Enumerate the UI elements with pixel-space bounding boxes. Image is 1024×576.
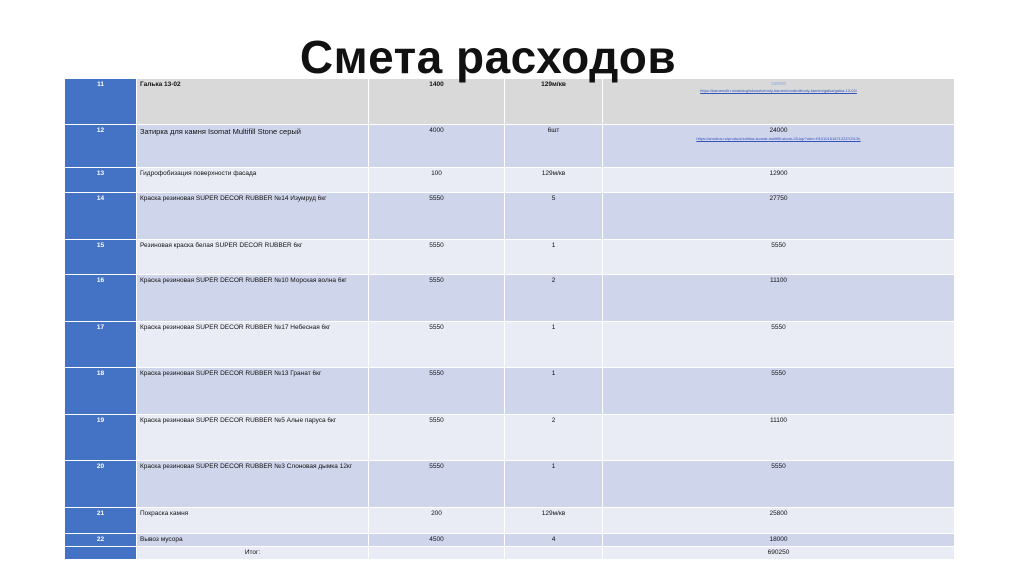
row-number: 13	[65, 168, 137, 193]
row-total: 180600	[770, 81, 787, 86]
row-name: Краска резиновая SUPER DECOR RUBBER №5 Алые паруса 6кг	[137, 415, 369, 461]
row-price: 5550	[369, 368, 505, 415]
row-total: 18000	[603, 534, 955, 547]
row-total: 25800	[603, 508, 955, 534]
row-total-cell	[603, 79, 955, 125]
row-total: 27750	[603, 193, 955, 240]
row-qty: 1	[505, 240, 603, 275]
row-price: 5550	[369, 240, 505, 275]
cost-table	[64, 78, 955, 560]
row-price: 100	[369, 168, 505, 193]
grand-total: 690250	[603, 547, 955, 560]
row-qty: 1	[505, 368, 603, 415]
row-total: 12900	[603, 168, 955, 193]
total-empty-cell	[369, 547, 505, 560]
row-number: 19	[65, 415, 137, 461]
row-qty: 2	[505, 415, 603, 461]
row-qty: 4	[505, 534, 603, 547]
row-number: 21	[65, 508, 137, 534]
row-number: 16	[65, 275, 137, 322]
row-number: 14	[65, 193, 137, 240]
row-number: 20	[65, 461, 137, 508]
slide-title: Смета расходов	[299, 31, 677, 83]
row-price: 1400	[369, 79, 505, 125]
row-price: 5550	[369, 461, 505, 508]
row-price: 4500	[369, 534, 505, 547]
row-total: 5550	[603, 322, 955, 368]
row-total: 5550	[603, 368, 955, 415]
row-number: 17	[65, 322, 137, 368]
row-name: Затирка для камня Isomat Multifill Stone серый	[137, 125, 369, 168]
total-row-number	[65, 547, 137, 560]
row-number: 12	[65, 125, 137, 168]
row-name: Краска резиновая SUPER DECOR RUBBER №3 Слоновая дымка 12кг	[137, 461, 369, 508]
row-qty: 1	[505, 322, 603, 368]
total-row	[65, 547, 955, 560]
row-total: 11100	[603, 275, 955, 322]
row-qty: 5	[505, 193, 603, 240]
total-label: Итог:	[137, 547, 369, 560]
row-name: Резиновая краска белая SUPER DECOR RUBBER 6кг	[137, 240, 369, 275]
table-row	[65, 508, 955, 534]
row-qty: 6шт	[505, 125, 603, 168]
row-qty: 129м/кв	[505, 79, 603, 125]
table-row	[65, 193, 955, 240]
cost-table-body	[65, 79, 955, 560]
row-number: 15	[65, 240, 137, 275]
table-row	[65, 79, 955, 125]
row-name: Краска резиновая SUPER DECOR RUBBER №10 Морская волна 6кг	[137, 275, 369, 322]
row-price: 5550	[369, 275, 505, 322]
row-price: 5550	[369, 415, 505, 461]
table-row	[65, 168, 955, 193]
row-total: 24000	[769, 127, 788, 134]
row-total: 5550	[603, 240, 955, 275]
table-row	[65, 322, 955, 368]
row-name: Вывоз мусора	[137, 534, 369, 547]
total-empty-cell	[505, 547, 603, 560]
row-qty: 129м/кв	[505, 508, 603, 534]
row-name: Покраска камня	[137, 508, 369, 534]
row-name: Краска резиновая SUPER DECOR RUBBER №13 Гранат 6кг	[137, 368, 369, 415]
table-row	[65, 125, 955, 168]
table-row	[65, 275, 955, 322]
table-row	[65, 368, 955, 415]
table-row	[65, 415, 955, 461]
table-row	[65, 461, 955, 508]
row-price: 5550	[369, 193, 505, 240]
row-price: 5550	[369, 322, 505, 368]
row-price: 4000	[369, 125, 505, 168]
product-link[interactable]: https://smotrov.ru/product/zatirka-isomat-multifill-stone-25-kg/?utm=H101016167122ZYZ/L3L	[696, 136, 861, 142]
row-total-cell	[603, 125, 955, 168]
table-row	[65, 534, 955, 547]
row-qty: 2	[505, 275, 603, 322]
row-number: 18	[65, 368, 137, 415]
row-total: 11100	[603, 415, 955, 461]
row-total: 5550	[603, 461, 955, 508]
row-qty: 129м/кв	[505, 168, 603, 193]
row-price: 200	[369, 508, 505, 534]
table-row	[65, 240, 955, 275]
row-number: 22	[65, 534, 137, 547]
row-name: Краска резиновая SUPER DECOR RUBBER №17 Небесная 6кг	[137, 322, 369, 368]
row-name: Галька 13-02	[137, 79, 369, 125]
row-name: Краска резиновая SUPER DECOR RUBBER №14 Изумруд 6кг	[137, 193, 369, 240]
product-link[interactable]: https://kamenolit.ru/catalog/iskusstvenniy-kamen/modnolitoviy-kamen/galka/galka-13-02/	[700, 87, 857, 93]
row-name: Гидрофобизация поверхности фасада	[137, 168, 369, 193]
row-qty: 1	[505, 461, 603, 508]
row-number: 11	[65, 79, 137, 125]
